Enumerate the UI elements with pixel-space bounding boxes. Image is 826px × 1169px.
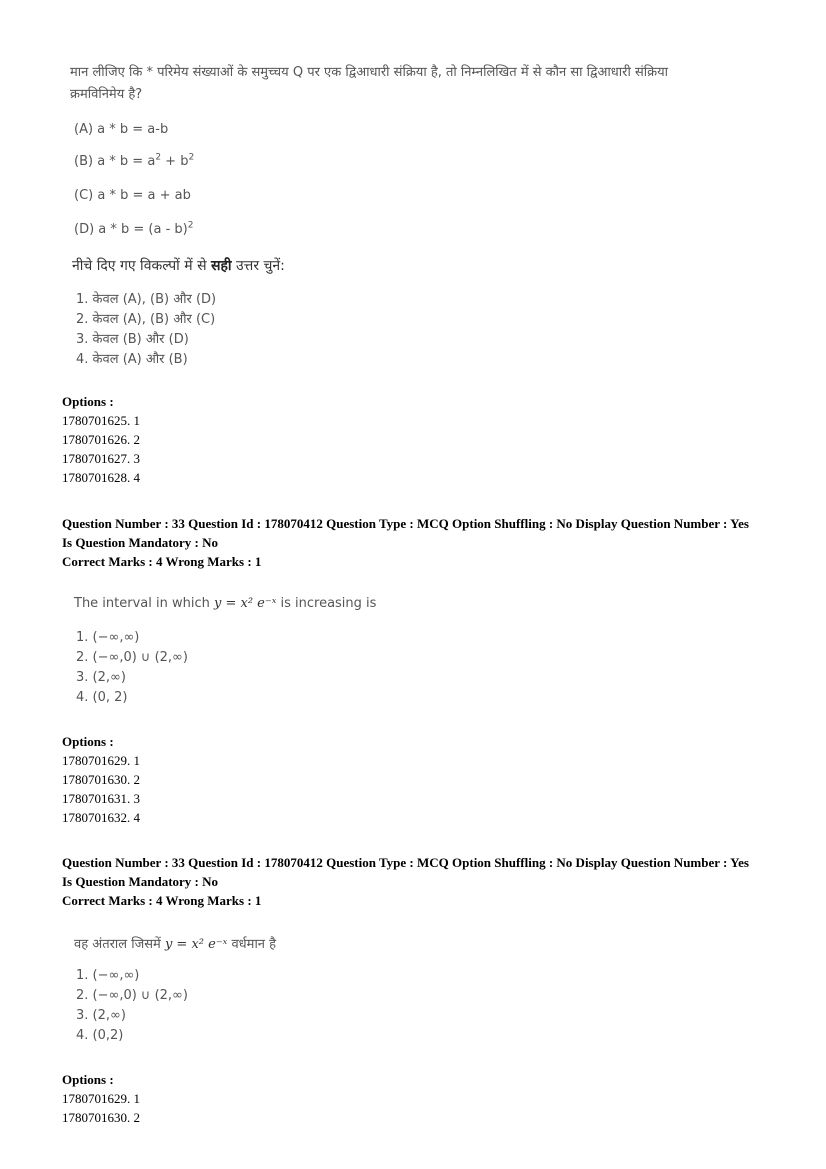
stem-line-2: क्रमविनिमेय है? — [70, 87, 143, 102]
statement-a: (A) a * b = a-b — [74, 122, 169, 137]
choice-3: 3. केवल (B) और (D) — [76, 332, 189, 347]
options-title: Options : — [62, 394, 114, 409]
header-line-2: Is Question Mandatory : No — [62, 874, 219, 889]
option-item: 1780701628. 4 — [62, 470, 140, 485]
stem-line-1: मान लीजिए कि * परिमेय संख्याओं के समुच्चय Q पर एक द्विआधारी संक्रिया है, तो निम्नलिखित में से कौन सा द्विआधारी संक्रिया — [70, 65, 668, 80]
option-item: 1780701632. 4 — [62, 810, 140, 825]
option-item: 1780701626. 2 — [62, 432, 140, 447]
statement-b: (B) $a * b = a^2 + b^2$ — [74, 152, 195, 169]
header-line-3: Correct Marks : 4 Wrong Marks : 1 — [62, 554, 262, 569]
option-item: 1780701629. 1 — [62, 753, 140, 768]
options-section-3 — [62, 1070, 140, 1127]
option-item: 1780701625. 1 — [62, 413, 140, 428]
question-header-3 — [62, 853, 749, 910]
question-stem: The interval in which y = x² e⁻ˣ is increasing is — [74, 596, 377, 611]
stem-math: y = x² e⁻ˣ — [214, 596, 277, 611]
options-title: Options : — [62, 1072, 114, 1087]
choice-2: 2. केवल (A), (B) और (C) — [76, 312, 216, 327]
option-item: 1780701630. 2 — [62, 1110, 140, 1125]
option-item: 1780701627. 3 — [62, 451, 140, 466]
choice-4: 4. (0,2) — [76, 1028, 124, 1043]
options-section-1 — [62, 392, 140, 487]
choice-1: 1. केवल (A), (B) और (D) — [76, 292, 217, 307]
statement-d: (D) a * b = (a - b)$^2$ — [74, 220, 194, 237]
statement-c: (C) a * b = a + ab — [74, 188, 191, 203]
question-stem: वह अंतराल जिसमें y = x² e⁻ˣ वर्धमान है — [74, 937, 277, 952]
question-image-hindi-binary-operation — [70, 62, 770, 106]
question-header-2 — [62, 514, 749, 571]
choice-4: 4. केवल (A) और (B) — [76, 352, 188, 367]
instruction-text: नीचे दिए गए विकल्पों में से सही उत्तर चुनें: — [72, 258, 285, 274]
option-item: 1780701629. 1 — [62, 1091, 140, 1106]
option-item: 1780701630. 2 — [62, 772, 140, 787]
option-item: 1780701631. 3 — [62, 791, 140, 806]
choice-2: 2. (−∞,0) ∪ (2,∞) — [76, 988, 188, 1003]
choice-4: 4. (0, 2) — [76, 690, 128, 705]
choice-1: 1. (−∞,∞) — [76, 630, 140, 645]
choice-1: 1. (−∞,∞) — [76, 968, 140, 983]
header-line-2: Is Question Mandatory : No — [62, 535, 219, 550]
question-stem — [70, 62, 770, 106]
choice-2: 2. (−∞,0) ∪ (2,∞) — [76, 650, 188, 665]
choice-3: 3. (2,∞) — [76, 670, 126, 685]
stem-math: y = x² e⁻ˣ — [164, 937, 228, 952]
header-line-1: Question Number : 33 Question Id : 178070412 Question Type : MCQ Option Shuffling : No Display Question Number : Yes — [62, 855, 749, 870]
choice-3: 3. (2,∞) — [76, 1008, 126, 1023]
options-title: Options : — [62, 734, 114, 749]
header-line-3: Correct Marks : 4 Wrong Marks : 1 — [62, 893, 262, 908]
header-line-1: Question Number : 33 Question Id : 178070412 Question Type : MCQ Option Shuffling : No Display Question Number : Yes — [62, 516, 749, 531]
options-section-2 — [62, 732, 140, 827]
